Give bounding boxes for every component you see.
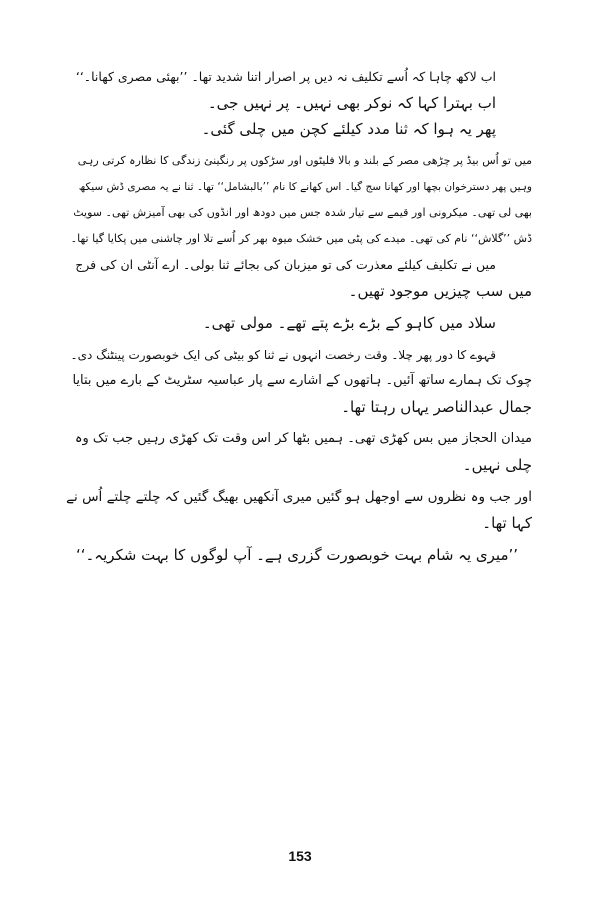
text-line: اور جب وہ نظروں سے اوجھل ہو گئیں میری آنکھیں بھیگ گئیں کہ چلتے چلتے اُس نے [66, 489, 532, 505]
text-line: اب بہترا کہا کہ نوکر بھی نہیں۔ پر نہیں جی۔ [207, 94, 496, 112]
text-line: میں تو اُس بیڈ پر چڑھی مصر کے بلند و بالا فلیٹوں اور سڑکوں پر رنگینئ زندگی کا نظارہ کرتی رہی [77, 154, 532, 167]
text-line: میں نے تکلیف کیلئے معذرت کی تو میزبان کی بجائے ثنا بولی۔ ارے آنٹی ان کی فرج [75, 257, 496, 272]
text-line: چلی نہیں۔ [462, 456, 532, 474]
text-line: وہیں پھر دسترخوان بچھا اور کھانا سج گیا۔ اس کھانے کا نام ’’بالبشامل‘‘ تھا۔ ثنا نے یہ مصری ڈش سیکھ [78, 181, 532, 193]
text-line: قہوے کا دور پھر چلا۔ وقت رخصت انہوں نے ثنا کو بیٹی کی ایک خوبصورت پینٹنگ دی۔ [70, 348, 496, 362]
text-line: اب لاکھ چاہا کہ اُسے تکلیف نہ دیں پر اصرار اتنا شدید تھا۔ ’’بھئی مصری کھانا۔‘‘ [75, 69, 496, 84]
text-line: بھی لی تھی۔ میکرونی اور قیمے سے تیار شدہ جس میں دودھ اور انڈوں کی بھی آمیزش تھی۔ سویٹ [73, 206, 532, 219]
text-line: کہا تھا۔ [482, 514, 532, 532]
text-line: پھر یہ ہوا کہ ثنا مدد کیلئے کچن میں چلی گئی۔ [201, 120, 496, 138]
text-line: جمال عبدالناصر یہاں رہتا تھا۔ [341, 398, 532, 416]
text-line: میدان الحجاز میں بس کھڑی تھی۔ ہمیں بٹھا کر اس وقت تک کھڑی رہیں جب تک وہ [74, 431, 532, 446]
page-number: 153 [288, 848, 312, 864]
text-line: ڈش ’’گلاش‘‘ نام کی تھی۔ میدے کی پٹی میں خشک میوہ بھر کر اُسے تلا اور چاشنی میں پکایا گیا تھا۔ [70, 232, 532, 245]
text-line: چوک تک ہمارے ساتھ آئیں۔ ہاتھوں کے اشارے سے پار عباسیہ سٹریٹ کے بارے میں بتایا [72, 373, 532, 388]
text-line: میں سب چیزیں موجود تھیں۔ [348, 282, 532, 300]
closing-quote-line: ’’میری یہ شام بہت خوبصورت گزری ہے۔ آپ لوگوں کا بہت شکریہ۔‘‘ [75, 546, 519, 564]
body-text [62, 64, 532, 568]
text-line: سلاد میں کاہو کے بڑے بڑے پتے تھے۔ مولی تھی۔ [202, 314, 496, 332]
